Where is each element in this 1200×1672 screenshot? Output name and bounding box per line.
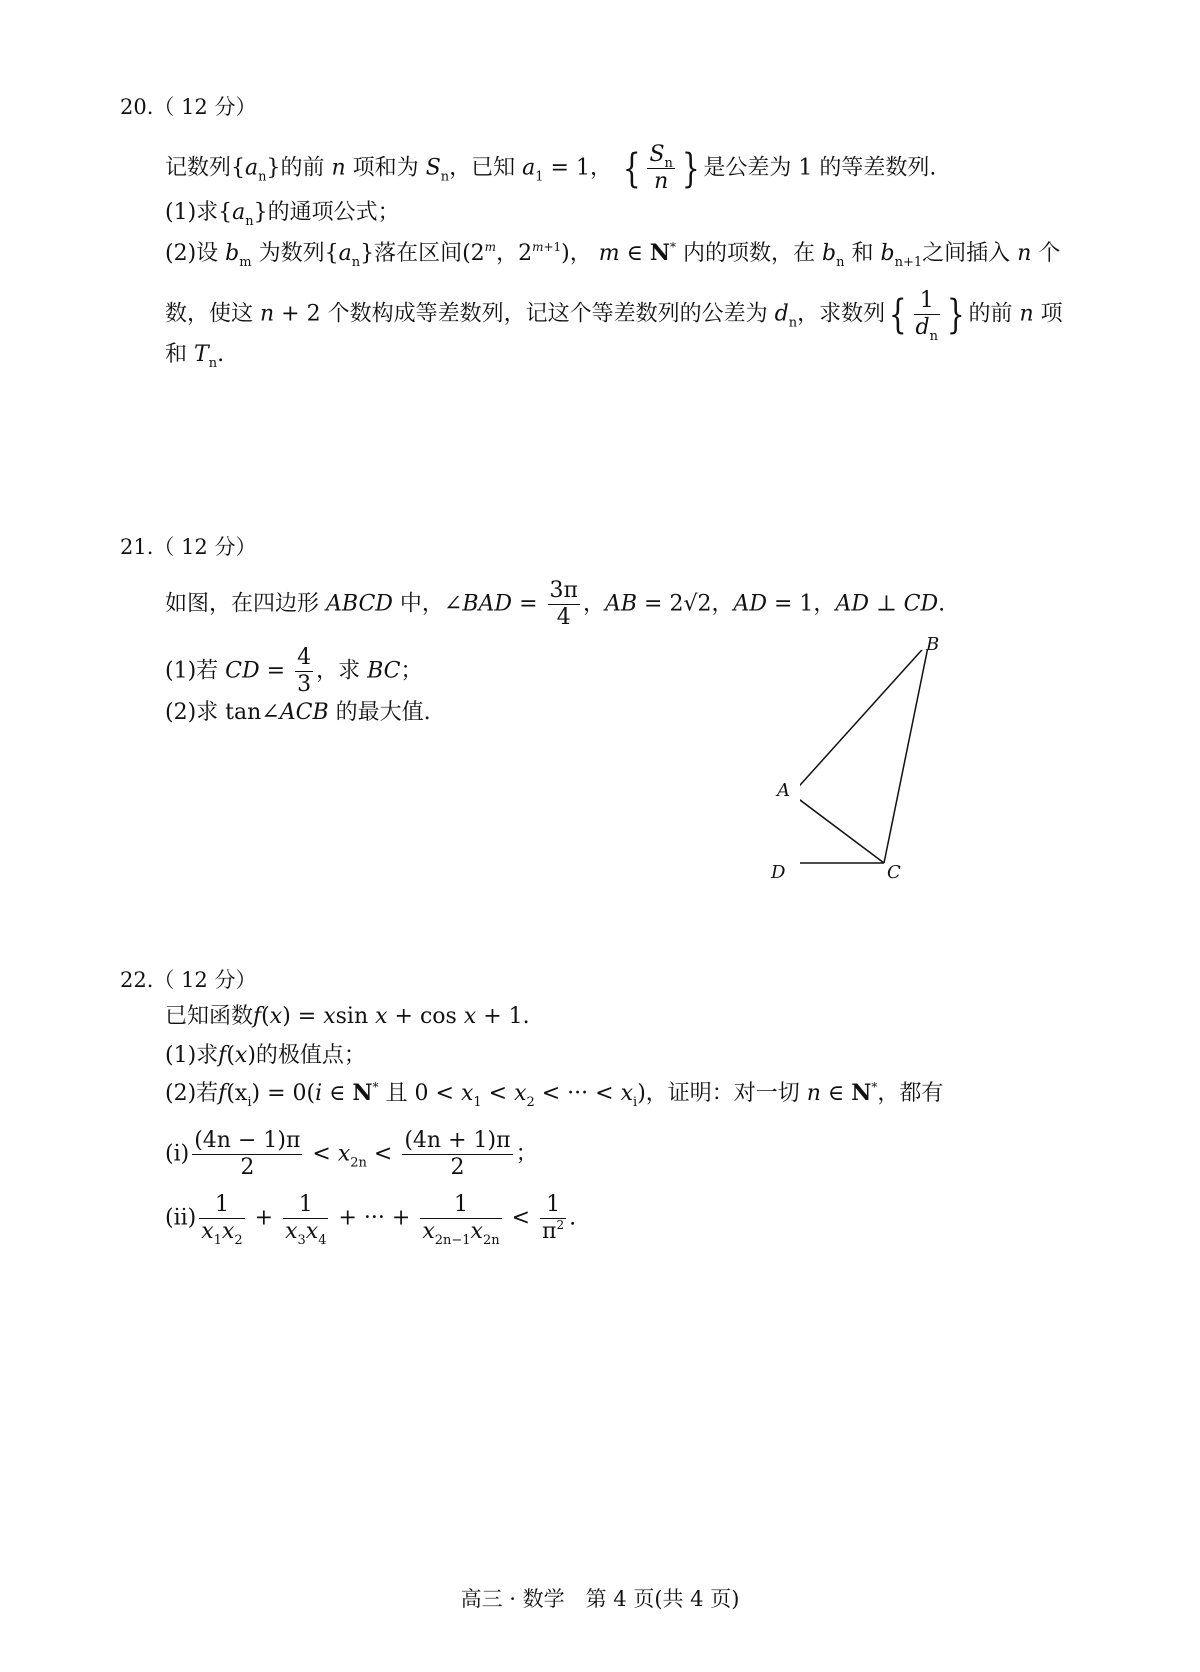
- label-c: C: [887, 862, 901, 883]
- q22-part2: (2)若$f(x_i) = 0(i$ ∈ N* 且 $0 < x_1 < x_2$ < ··· < $x_i$)，证明：对一切 n ∈ N*，都有: [165, 1080, 944, 1110]
- q21-header: 21.（ 12 分）: [120, 535, 257, 559]
- q20-statement: 记数列$\{a_n\}$的前 n 项和为 $S_n$，已知 $a_1 = 1$， { $\frac{S_n}{n}$ } 是公差为 1 的等差数列.: [165, 142, 937, 194]
- q20-part2-line2: 数，使这 n + 2 个数构成等差数列，记这个等差数列的公差为 $d_n$，求数列{ $\frac{1}{d_n}$ } 的前 n 项: [165, 288, 1063, 344]
- page-footer: 高三 · 数学 第 4 页(共 4 页): [460, 1587, 740, 1611]
- segment-bc: [884, 650, 929, 863]
- q22-header: 22.（ 12 分）: [120, 968, 257, 992]
- q20-part1: (1)求$\{a_n\}$的通项公式；: [165, 200, 400, 229]
- q20-part2-line3: 和 $T_n$.: [165, 342, 225, 371]
- segment-ac: [800, 794, 884, 863]
- q21-part2: (2)求 tan∠ACB 的最大值.: [165, 700, 431, 725]
- label-b: B: [926, 634, 940, 655]
- segment-ab: [800, 650, 929, 794]
- q22-part2-i: (i) $\frac{(4n - 1)\pi}{2}$ < $x_{2n}$ < $\frac{(4n + 1)\pi}{2}$ ；: [165, 1128, 538, 1180]
- quadrilateral-figure: [800, 650, 960, 890]
- q21-part1: (1)若 CD = $\frac{4}{3}$ ，求 BC；: [165, 645, 423, 697]
- q20-part2-line1: (2)设 $b_m$ 为数列$\{a_n\}$落在区间(2$^m$，$2^{m+1}$)， m ∈ N* 内的项数，在 $b_n$ 和 $b_{n+1}$之间插入 n 个: [165, 240, 1061, 270]
- q22-statement: 已知函数f(x) = xsin x + cos x + 1.: [165, 1004, 530, 1029]
- label-a: A: [777, 780, 790, 801]
- label-d: D: [771, 862, 786, 883]
- q22-part2-ii: (ii) $\frac{1}{x_1x_2}$ + $\frac{1}{x_3x_4}$ + ··· + $\frac{1}{x_{2n-1}x_{2n}}$ < $\frac{1}{\pi^2}$ .: [165, 1192, 577, 1248]
- q22-part1: (1)求f(x)的极值点；: [165, 1043, 366, 1068]
- q21-statement: 如图，在四边形 ABCD 中，∠BAD = $\frac{3\pi}{4}$ ，AB = 2√2，AD = 1，AD ⊥ CD.: [165, 578, 946, 630]
- q20-header: 20.（ 12 分）: [120, 95, 257, 119]
